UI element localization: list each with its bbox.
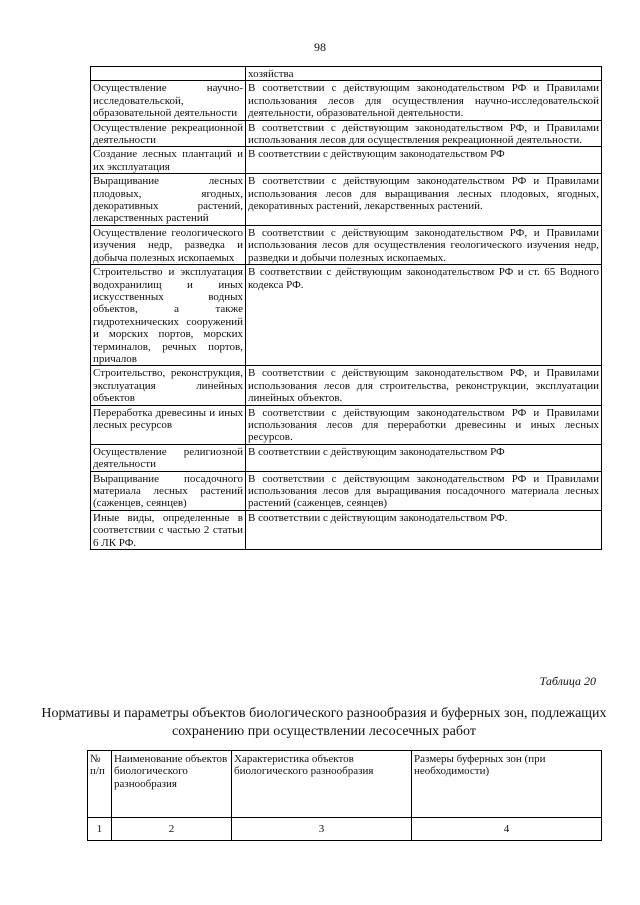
header-object-name: Наименование объектов биологического разнообразия	[112, 751, 232, 818]
table-row	[91, 405, 602, 444]
table-row	[91, 444, 602, 471]
table-caption: Таблица 20	[539, 674, 596, 688]
requirement-cell: хозяйства	[246, 67, 602, 81]
activity-cell: Осуществление религиозной деятельности	[91, 444, 246, 471]
activity-cell: Осуществление научно-исследовательской, образовательной деятельности	[91, 81, 246, 120]
table-row	[91, 120, 602, 147]
table-row	[91, 471, 602, 510]
table-header-row	[88, 751, 602, 818]
column-number-row	[88, 818, 602, 841]
activity-cell: Иные виды, определенные в соответствии с частью 2 статьи 6 ЛК РФ.	[91, 510, 246, 549]
column-number: 1	[88, 818, 112, 841]
activity-cell	[91, 67, 246, 81]
table-row	[91, 147, 602, 174]
header-buffer-size: Размеры буферных зон (при необходимости)	[412, 751, 602, 818]
forest-use-table	[90, 66, 602, 550]
requirement-cell: В соответствии с действующим законодательством РФ и Правилами использования лесов для осуществления научно-исследовательской деятельности, образовательной деятельности.	[246, 81, 602, 120]
page-number: 98	[314, 40, 326, 54]
activity-cell: Выращивание лесных плодовых, ягодных, декоративных растений, лекарственных растений	[91, 174, 246, 226]
column-number: 4	[412, 818, 602, 841]
activity-cell: Создание лесных плантаций и их эксплуатация	[91, 147, 246, 174]
header-number: № п/п	[88, 751, 112, 818]
header-characteristic: Характеристика объектов биологического разнообразия	[232, 751, 412, 818]
requirement-cell: В соответствии с действующим законодательством РФ и Правилами использования лесов для выращивания посадочного материала лесных растений (саженцев, сеянцев)	[246, 471, 602, 510]
requirement-cell: В соответствии с действующим законодательством РФ, и Правилами использования лесов для осуществления геологического изучения недр, разведки и добычи полезных ископаемых.	[246, 225, 602, 264]
column-number: 2	[112, 818, 232, 841]
requirement-cell: В соответствии с действующим законодательством РФ и Правилами использования лесов для выращивания лесных плодовых, ягодных, декоративных растений, лекарственных растений.	[246, 174, 602, 226]
table-row	[91, 81, 602, 120]
requirement-cell: В соответствии с действующим законодательством РФ и Правилами использования лесов для переработки древесины и иных лесных ресурсов.	[246, 405, 602, 444]
activity-cell: Выращивание посадочного материала лесных растений (саженцев, сеянцев)	[91, 471, 246, 510]
activity-cell: Строительство, реконструкция, эксплуатация линейных объектов	[91, 366, 246, 405]
activity-cell: Осуществление геологического изучения недр, разведка и добыча полезных ископаемых	[91, 225, 246, 264]
biodiversity-table	[87, 750, 602, 841]
requirement-cell: В соответствии с действующим законодательством РФ.	[246, 510, 602, 549]
table-row	[91, 265, 602, 366]
section-title: Нормативы и параметры объектов биологического разнообразия и буферных зон, подлежащих сохранению при осуществлении лесосечных работ	[41, 706, 607, 739]
requirement-cell: В соответствии с действующим законодательством РФ и ст. 65 Водного кодекса РФ.	[246, 265, 602, 366]
requirement-cell: В соответствии с действующим законодательством РФ, и Правилами использования лесов для строительства, реконструкции, эксплуатации линейных объектов.	[246, 366, 602, 405]
requirement-cell: В соответствии с действующим законодательством РФ, и Правилами использования лесов для осуществления рекреационной деятельности.	[246, 120, 602, 147]
table-row	[91, 174, 602, 226]
requirement-cell: В соответствии с действующим законодательством РФ	[246, 147, 602, 174]
table-row	[91, 510, 602, 549]
requirement-cell: В соответствии с действующим законодательством РФ	[246, 444, 602, 471]
activity-cell: Осуществление рекреационной деятельности	[91, 120, 246, 147]
table-row	[91, 366, 602, 405]
table-row	[91, 67, 602, 81]
activity-cell: Переработка древесины и иных лесных ресурсов	[91, 405, 246, 444]
column-number: 3	[232, 818, 412, 841]
table-row	[91, 225, 602, 264]
activity-cell: Строительство и эксплуатация водохранилищ и иных искусственных водных объектов, а также гидротехнических сооружений и морских портов, морских терминалов, речных портов, причалов	[91, 265, 246, 366]
